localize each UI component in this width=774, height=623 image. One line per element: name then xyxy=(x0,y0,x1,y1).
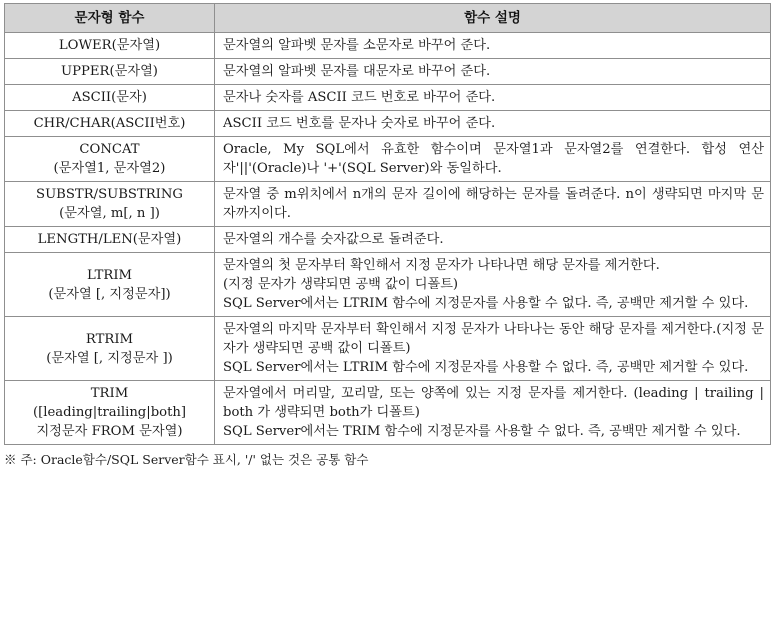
function-description-line: 문자열에서 머리말, 꼬리말, 또는 양쪽에 있는 지정 문자를 제거한다. (leading | trailing | both 가 생략되면 both가 디폴트) xyxy=(223,386,764,420)
function-description-cell xyxy=(215,227,771,253)
function-name-line: (문자열1, 문자열2) xyxy=(53,161,166,176)
function-description-line: ASCII 코드 번호를 문자나 숫자로 바꾸어 준다. xyxy=(223,116,496,131)
string-functions-document xyxy=(4,3,770,468)
function-description-line: 문자열의 마지막 문자부터 확인해서 지정 문자가 나타나는 동안 해당 문자를 제거한다.(지정 문자가 생략되면 공백 값이 디폴트) xyxy=(223,322,764,356)
header-function: 문자형 함수 xyxy=(5,4,215,33)
function-description-line: 문자열의 첫 문자부터 확인해서 지정 문자가 나타나면 해당 문자를 제거한다. xyxy=(223,258,660,273)
function-name-cell xyxy=(5,59,215,85)
function-name-line: (문자열 [, 지정문자 ]) xyxy=(46,350,173,366)
table-row xyxy=(5,33,771,59)
function-name-line: CHR/CHAR(ASCII번호) xyxy=(33,116,186,131)
function-name-line: ASCII(문자) xyxy=(72,90,147,105)
function-description-line: Oracle, My SQL에서 유효한 함수이며 문자열1과 문자열2를 연결한다. 합성 연산자'||'(Oracle)나 '+'(SQL Server)와 동일하다. xyxy=(223,142,764,176)
function-name-cell xyxy=(5,33,215,59)
table-header-row xyxy=(5,4,771,33)
function-description-line: (지정 문자가 생략되면 공백 값이 디폴트) xyxy=(223,277,459,292)
function-name-cell xyxy=(5,111,215,137)
function-description-cell xyxy=(215,381,771,445)
function-name-cell xyxy=(5,137,215,182)
table-row xyxy=(5,85,771,111)
function-description-line: 문자나 숫자를 ASCII 코드 번호로 바꾸어 준다. xyxy=(223,90,496,105)
function-name-line: TRIM xyxy=(90,386,129,401)
table-row xyxy=(5,317,771,381)
function-name-line: SUBSTR/SUBSTRING xyxy=(36,187,183,202)
function-description-line: 문자열의 알파벳 문자를 대문자로 바꾸어 준다. xyxy=(223,64,491,79)
function-name-line: LENGTH/LEN(문자열) xyxy=(37,232,182,247)
header-description: 함수 설명 xyxy=(215,4,771,33)
function-name-cell xyxy=(5,317,215,381)
function-description-line: 문자열의 개수를 숫자값으로 돌려준다. xyxy=(223,232,444,247)
function-name-cell xyxy=(5,227,215,253)
table-row xyxy=(5,59,771,85)
table-body xyxy=(5,33,771,445)
function-description-line: 문자열의 알파벳 문자를 소문자로 바꾸어 준다. xyxy=(223,38,491,53)
function-name-line: (문자열, m[, n ]) xyxy=(59,206,160,221)
table-row xyxy=(5,253,771,317)
function-description-line: 문자열 중 m위치에서 n개의 문자 길이에 해당하는 문자를 돌려준다. n이 생략되면 마지막 문자까지이다. xyxy=(223,187,764,221)
function-description-line: SQL Server에서는 TRIM 함수에 지정문자를 사용할 수 없다. 즉, 공백만 제거할 수 있다. xyxy=(223,424,741,439)
function-name-cell xyxy=(5,85,215,111)
string-functions-table xyxy=(4,3,771,445)
function-description-cell xyxy=(215,253,771,317)
function-description-cell xyxy=(215,85,771,111)
function-description-cell xyxy=(215,59,771,85)
function-name-line: CONCAT xyxy=(79,142,140,157)
function-name-cell xyxy=(5,182,215,227)
table-row xyxy=(5,227,771,253)
function-description-cell xyxy=(215,111,771,137)
function-name-line: LTRIM xyxy=(86,267,133,283)
function-description-cell xyxy=(215,33,771,59)
function-name-line: (문자열 [, 지정문자]) xyxy=(48,286,171,302)
function-name-line: LOWER(문자열) xyxy=(58,38,161,53)
function-description-cell xyxy=(215,317,771,381)
table-row xyxy=(5,111,771,137)
function-description-line: SQL Server에서는 LTRIM 함수에 지정문자를 사용할 수 없다. 즉, 공백만 제거할 수 있다. xyxy=(223,296,749,311)
function-name-line: ([leading|trailing|both] xyxy=(32,405,187,420)
function-name-line: UPPER(문자열) xyxy=(61,64,158,79)
function-name-line: 지정문자 FROM 문자열) xyxy=(36,424,183,439)
table-row xyxy=(5,182,771,227)
function-name-cell xyxy=(5,381,215,445)
function-description-cell xyxy=(215,182,771,227)
table-row xyxy=(5,381,771,445)
function-name-cell xyxy=(5,253,215,317)
function-name-line: RTRIM xyxy=(85,331,134,347)
footnote: ※ 주: Oracle함수/SQL Server함수 표시, '/' 없는 것은 공통 함수 xyxy=(4,452,369,467)
function-description-line: SQL Server에서는 LTRIM 함수에 지정문자를 사용할 수 없다. 즉, 공백만 제거할 수 있다. xyxy=(223,360,749,375)
table-row xyxy=(5,137,771,182)
function-description-cell xyxy=(215,137,771,182)
